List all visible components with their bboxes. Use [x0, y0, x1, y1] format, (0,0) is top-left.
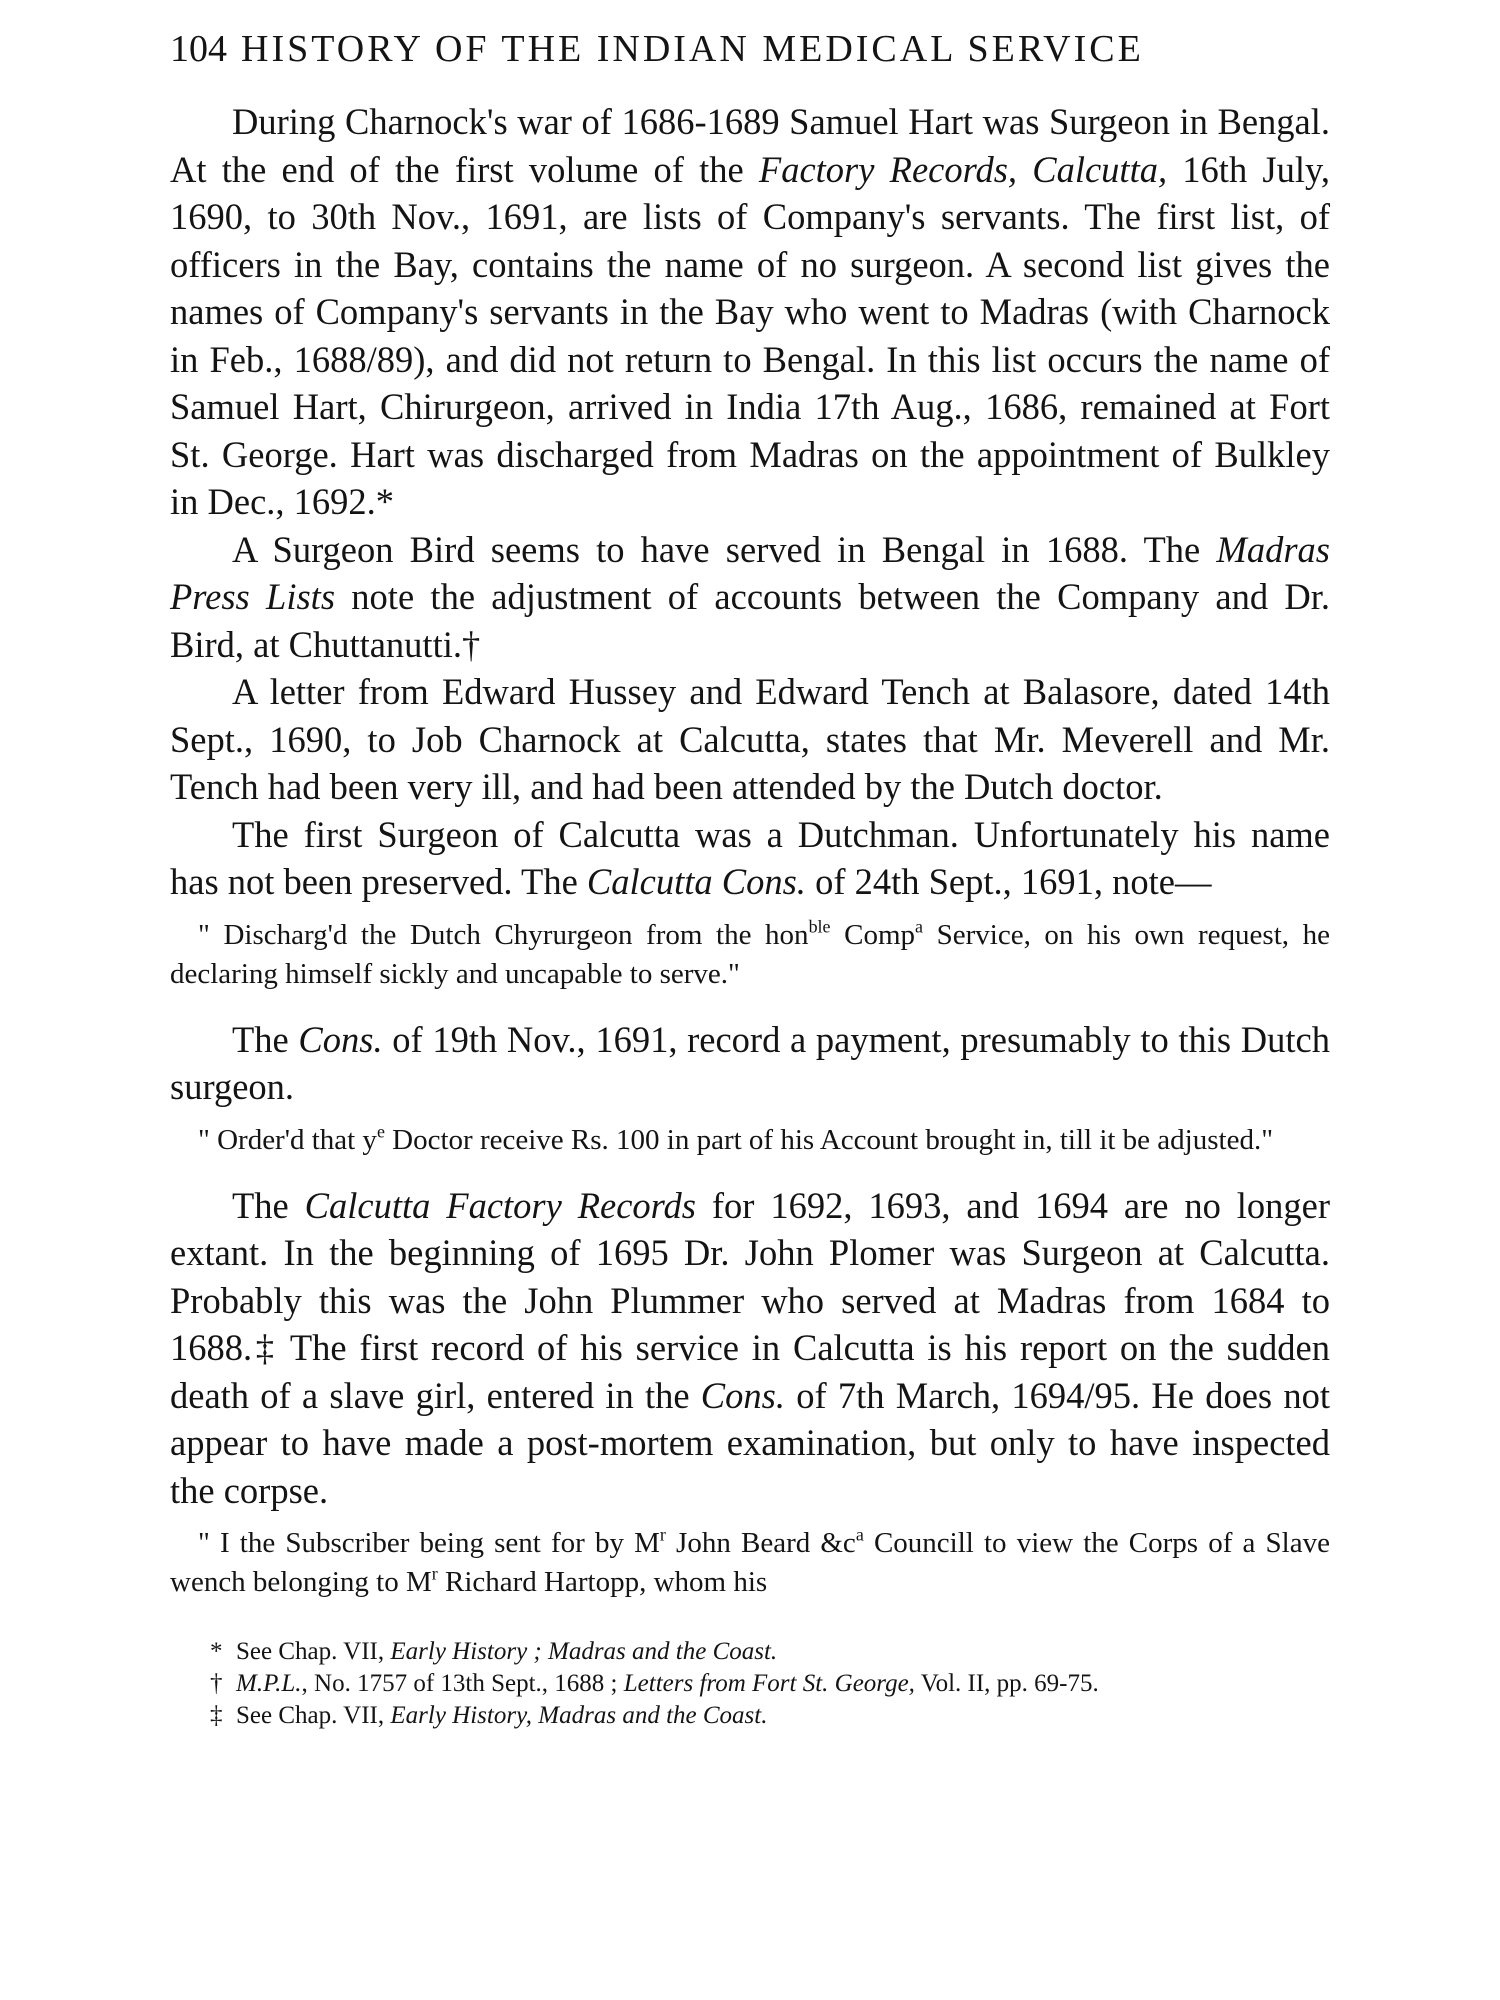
footnotes	[170, 1636, 1330, 1732]
paragraph-samuel-hart	[170, 98, 1330, 526]
italic-run: Factory Records, Calcutta,	[758, 148, 1168, 190]
paragraph-dutch-surgeon	[170, 811, 1330, 906]
italic-run: Calcutta Cons.	[586, 861, 806, 902]
text-run: , No. 1757 of 13th Sept., 1688 ;	[301, 1670, 624, 1697]
text-run: note the adjustment of accounts between the Company and Dr. Bird, at Chuttanutti.†	[170, 576, 1330, 665]
text-run: The	[232, 1018, 299, 1060]
paragraph-john-plomer	[170, 1182, 1330, 1515]
paragraph-hussey-letter: A letter from Edward Hussey and Edward Tench at Balasore, dated 14th Sept., 1690, to Job Charnock at Calcutta, states that Mr. Meverell and Mr. Tench had been very ill, and had been attended by the Dutch doctor.	[170, 671, 1330, 807]
paragraph-surgeon-bird	[170, 526, 1330, 669]
superscript: e	[376, 1120, 385, 1141]
italic-run: Calcutta Factory Records	[304, 1184, 696, 1226]
italic-run: Early History, Madras and the Coast.	[390, 1702, 768, 1729]
page-number: 104	[170, 28, 227, 70]
running-head	[170, 26, 1330, 72]
quotation-discharge	[170, 916, 1330, 994]
text-run: " Discharg'd the Dutch Chyrurgeon from the hon	[198, 918, 809, 951]
superscript: r	[659, 1524, 666, 1545]
italic-run: Madras Press Lists	[170, 528, 1330, 617]
footnote-marker: †	[210, 1670, 223, 1697]
text-run: Councill to view the Corps of a Slave wench belonging to M	[170, 1527, 1330, 1598]
footnote-3	[170, 1700, 1330, 1732]
text-run: See Chap. VII,	[236, 1702, 391, 1729]
text-run: of 19th Nov., 1691, record a payment, presumably to this Dutch surgeon.	[170, 1018, 1330, 1107]
text-run: A Surgeon Bird seems to have served in Bengal in 1688. The	[232, 528, 1217, 570]
footnote-marker: ‡	[210, 1702, 223, 1729]
text-run: The	[232, 1184, 305, 1226]
footnote-2	[170, 1668, 1330, 1700]
running-title: HISTORY OF THE INDIAN MEDICAL SERVICE	[241, 28, 1144, 70]
text-run: 16th July, 1690, to 30th Nov., 1691, are lists of Company's servants. The first list, of officers in the Bay, contains the name of no surgeon. A second list gives the names of Company's servants in the Bay who went to Madras (with Charnock in Feb., 1688/89), and did not return to Bengal. In this list occurs the name of Samuel Hart, Chirurgeon, arrived in India 17th Aug., 1686, remained at Fort St. George. Hart was discharged from Madras on the appointment of Bulkley in Dec., 1692.*	[170, 148, 1330, 522]
text-run: Vol. II, pp. 69-75.	[914, 1670, 1099, 1697]
superscript: a	[855, 1524, 864, 1545]
text-run: for 1692, 1693, and 1694 are no longer extant. In the beginning of 1695 Dr. John Plomer was Surgeon at Calcutta. Probably this was the John Plummer who served at Madras from 1684 to 1688.‡ The first record of his service in Calcutta is his report on the sudden death of a slave girl, entered in the	[170, 1184, 1331, 1416]
text-run: During Charnock's war of 1686-1689 Samuel Hart was Surgeon in Bengal. At the end of the first volume of the	[170, 101, 1330, 190]
text-run: " I the Subscriber being sent for by M	[198, 1527, 660, 1559]
text-run: Richard Hartopp, whom his	[437, 1566, 768, 1598]
footnote-marker: *	[210, 1638, 223, 1665]
superscript: a	[915, 915, 924, 936]
quotation-payment	[170, 1121, 1330, 1160]
superscript: r	[431, 1563, 438, 1584]
text-run: Doctor receive Rs. 100 in part of his Account brought in, till it be adjusted."	[384, 1123, 1274, 1156]
footnote-1	[170, 1636, 1330, 1668]
text-run: of 24th Sept., 1691, note—	[805, 861, 1212, 902]
text-run: Comp	[830, 918, 916, 951]
text-run: John Beard &c	[665, 1527, 856, 1559]
superscript: ble	[808, 915, 831, 936]
paragraph-payment	[170, 1016, 1330, 1111]
italic-run: Early History ; Madras and the Coast.	[390, 1638, 778, 1665]
text-run: The first Surgeon of Calcutta was a Dutchman. Unfortunately his name has not been preserved. The	[170, 813, 1330, 902]
quotation-subscriber	[170, 1524, 1330, 1602]
text-run: of 7th March, 1694/95. He does not appear to have made a post-mortem examination, but only to have inspected the corpse.	[170, 1374, 1330, 1511]
italic-run: Letters from Fort St. George,	[623, 1670, 915, 1697]
text-run: " Order'd that y	[198, 1123, 377, 1156]
text-run: Service, on his own request, he declaring himself sickly and uncapable to serve."	[170, 918, 1330, 990]
italic-run: Cons.	[298, 1018, 383, 1060]
italic-run: M.P.L.	[236, 1670, 302, 1697]
italic-run: Cons.	[700, 1374, 785, 1416]
text-run: See Chap. VII,	[236, 1638, 391, 1665]
